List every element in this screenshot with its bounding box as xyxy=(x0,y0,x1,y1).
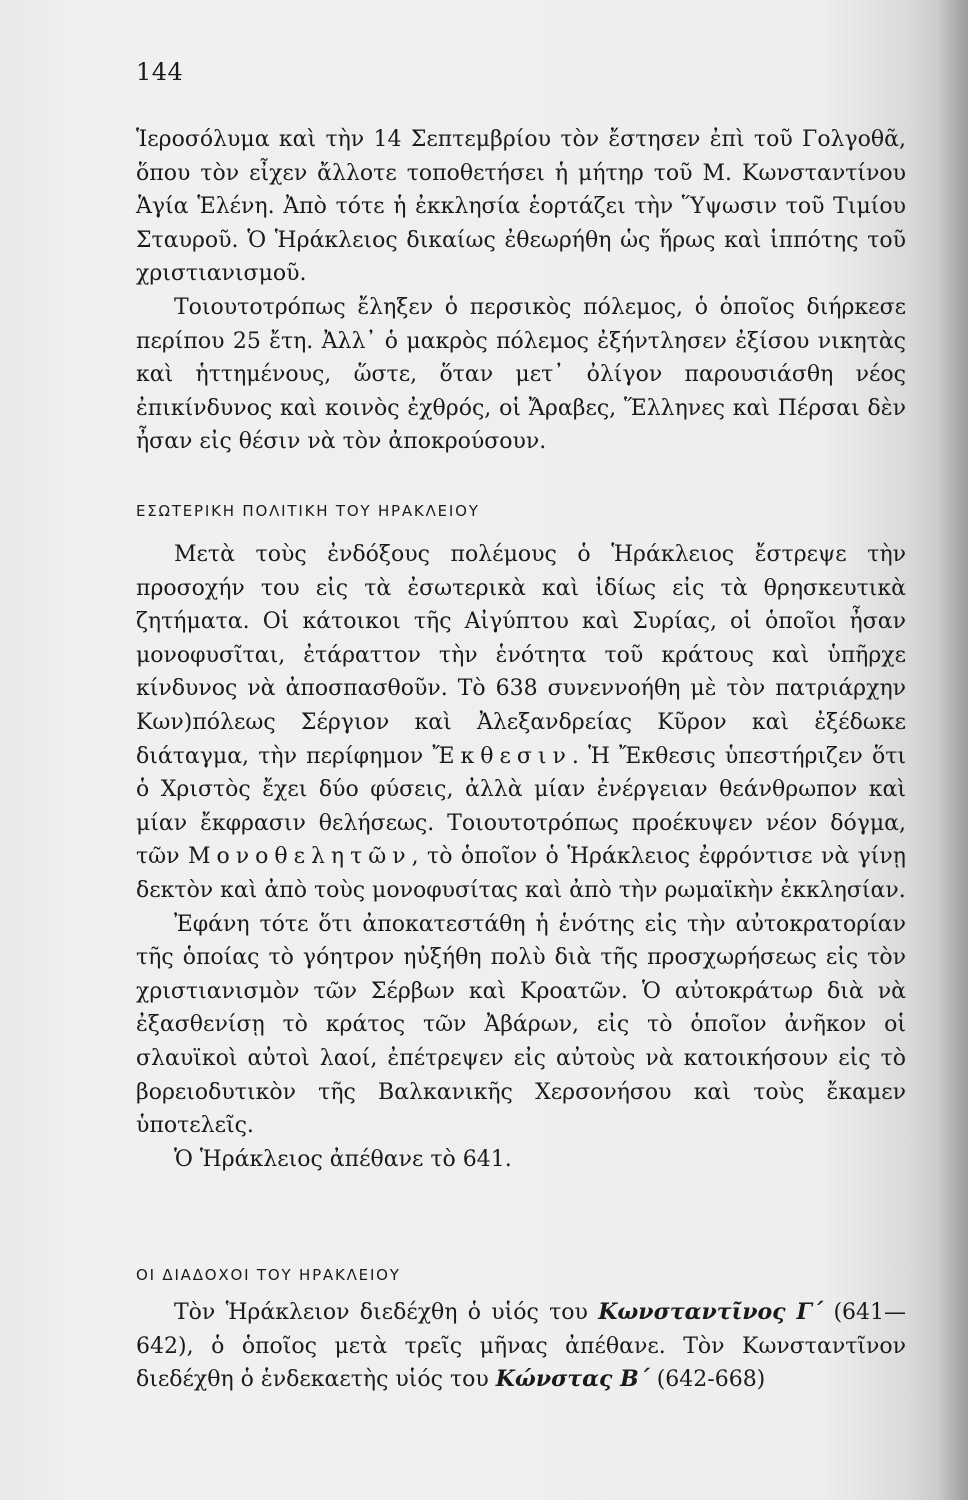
text-fragment: (641—642), ὁ ὁποῖος μετὰ τρεῖς μῆνας ἀπέθανε. Τὸν Κωνσταντῖνον διεδέχθη ὁ ἑνδεκαετὴς υἱός του xyxy=(136,1300,907,1393)
section-internal-policy xyxy=(136,538,906,1176)
text-fragment: Τὸν Ἡράκλειον διεδέχθη ὁ υἱός του xyxy=(174,1300,588,1325)
spine-shadow xyxy=(938,0,968,1500)
term-ecthesis: Ἔκθεσιν xyxy=(432,743,572,769)
section-persian-war-end xyxy=(136,123,906,459)
section-successors xyxy=(136,1296,906,1397)
paragraph-death: Ὁ Ἡράκλειος ἀπέθανε τὸ 641. xyxy=(174,1146,512,1172)
paragraph-ecthesis xyxy=(136,538,906,908)
text-fragment: (642-668) xyxy=(656,1367,766,1393)
page-number: 144 xyxy=(136,58,184,86)
paragraph-golgotha: Ἱεροσόλυμα καὶ τὴν 14 Σεπτεμβρίου τὸν ἔστησεν ἐπὶ τοῦ Γολγοθᾶ, ὅπου τὸν εἶχεν ἄλλοτε τοποθετήσει ἡ μήτηρ τοῦ Μ. Κωνσταντίνου Ἁγία Ἑλένη. Ἀπὸ τότε ἡ ἐκκλησία ἑορτάζει τὴν Ὕψωσιν τοῦ Τιμίου Σταυροῦ. Ὁ Ἡράκλειος δικαίως ἐθεωρήθη ὡς ἥρως καὶ ἱππότης τοῦ χριστιανισμοῦ. xyxy=(136,127,906,287)
heading-internal-policy: ΕΣΩΤΕΡΙΚΗ ΠΟΛΙΤΙΚΗ ΤΟΥ ΗΡΑΚΛΕΙΟΥ xyxy=(136,502,480,520)
paragraph-successors xyxy=(136,1296,906,1397)
heading-successors: ΟΙ ΔΙΑΔΟΧΟΙ ΤΟΥ ΗΡΑΚΛΕΙΟΥ xyxy=(136,1266,401,1284)
name-constantine-iii: Κωνσταντῖνος Γ´ xyxy=(598,1299,824,1325)
text-fragment: , τὸ ὁποῖον ὁ Ἡράκλειος ἐφρόντισε νὰ γίνῃ δεκτὸν καὶ ἀπὸ τοὺς μονοφυσίτας καὶ ἀπὸ τὴν ρωμαϊκὴν ἐκκλησίαν. xyxy=(136,844,906,903)
name-constans-ii: Κώνστας Β´ xyxy=(495,1366,650,1393)
text-fragment: . Ἡ Ἔκθεσις ὑπεστήριζεν ὅτι ὁ Χριστὸς ἔχει δύο φύσεις, ἀλλὰ μίαν ἐνέργειαν θεάνθρωπον καὶ μίαν ἔκφρασιν θελήσεως. Τοιουτοτρόπως προέκυψεν νέον δόγμα, τῶν xyxy=(136,743,907,870)
term-monothelites: Μονοθελητῶν xyxy=(187,844,412,870)
paragraph-serbs-croats: Ἐφάνη τότε ὅτι ἀποκατεστάθη ἡ ἑνότης εἰς τὴν αὐτοκρατορίαν τῆς ὁποίας τὸ γόητρον ηὐξήθη πολὺ διὰ τῆς προσχωρήσεως εἰς τὸν χριστιανισμὸν τῶν Σέρβων καὶ Κροατῶν. Ὁ αὐτοκράτωρ διὰ νὰ ἐξασθενίσῃ τὸ κράτος τῶν Ἀβάρων, εἰς τὸ ὁποῖον ἀνῆκον οἱ σλαυϊκοὶ αὐτοὶ λαοί, ἐπέτρεψεν εἰς αὐτοὺς νὰ κατοικήσουν εἰς τὸ βορειοδυτικὸν τῆς Βαλκανικῆς Χερσονήσου καὶ τοὺς ἔκαμεν ὑποτελεῖς. xyxy=(136,911,906,1139)
text-fragment: Μετὰ τοὺς ἐνδόξους πολέμους ὁ Ἡράκλειος ἔστρεψε τὴν προσοχήν του εἰς τὰ ἐσωτερικὰ καὶ ἰδίως εἰς τὰ θρησκευτικὰ ζητήματα. Οἱ κάτοικοι τῆς Αἰγύπτου καὶ Συρίας, οἱ ὁποῖοι ἦσαν μονοφυσῖται, ἐτάραττον τὴν ἑνότητα τοῦ κράτους καὶ ὑπῆρχε κίνδυνος νὰ ἀποσπασθοῦν. Τὸ 638 συνεννοήθη μὲ τὸν πατριάρχην Κων)πόλεως Σέργιον καὶ Ἀλεξανδρείας Κῦρον καὶ ἐξέδωκε διάταγμα, τὴν περίφημον xyxy=(136,542,906,769)
paragraph-war-end: Τοιουτοτρόπως ἔληξεν ὁ περσικὸς πόλεμος, ὁ ὁποῖος διήρκεσε περίπου 25 ἔτη. Ἀλλ᾽ ὁ μακρὸς πόλεμος ἐξήντλησεν ἐξίσου νικητὰς καὶ ἡττημένους, ὥστε, ὅταν μετ᾽ ὀλίγον παρουσιάσθη νέος ἐπικίνδυνος καὶ κοινὸς ἐχθρός, οἱ Ἄραβες, Ἕλληνες καὶ Πέρσαι δὲν ἦσαν εἰς θέσιν νὰ τὸν ἀποκρούσουν. xyxy=(136,294,906,455)
